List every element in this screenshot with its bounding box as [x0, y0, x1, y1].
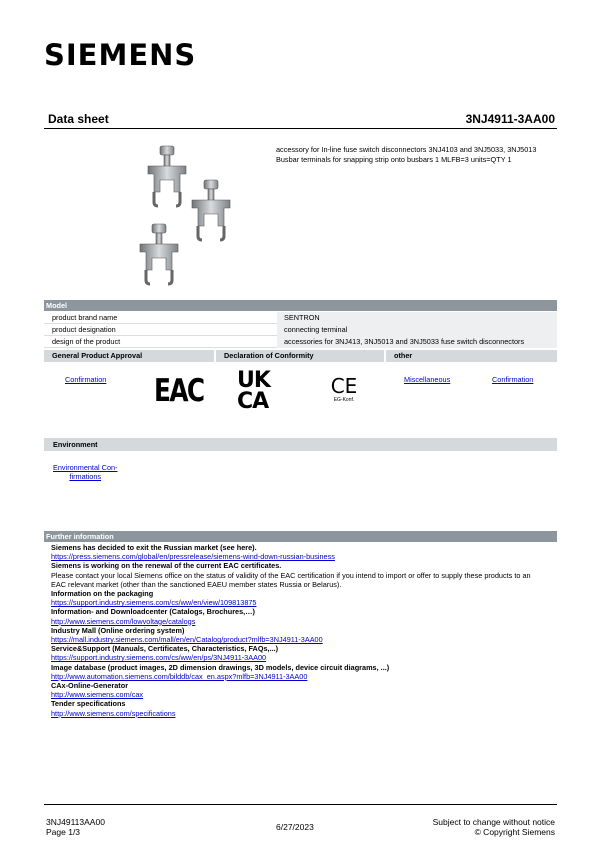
eac-mark: EAC	[154, 373, 204, 409]
link-line: firmations	[69, 472, 102, 481]
ukca-mark	[237, 370, 270, 412]
footer-divider	[44, 804, 557, 805]
info-title: CAx-Online-Generator	[51, 681, 129, 691]
model-section-header: Model	[44, 300, 557, 311]
confirmation-link[interactable]: Confirmation	[492, 375, 534, 384]
header-divider	[44, 128, 557, 129]
environmental-confirmations-link[interactable]	[53, 463, 118, 481]
footer-code: 3NJ49113AA00	[46, 817, 105, 827]
row-value: connecting terminal	[277, 324, 557, 336]
table-row	[44, 336, 557, 348]
info-title: Image database (product images, 2D dimension drawings, 3D models, device circuit diagrams, ...)	[51, 662, 390, 672]
info-link[interactable]: http://www.siemens.com/specifications	[51, 708, 176, 718]
description-line: accessory for In-line fuse switch disconnectors 3NJ4103 and 3NJ5033, 3NJ5013	[276, 145, 537, 154]
further-info-block	[51, 543, 556, 718]
confirmation-link[interactable]: Confirmation	[65, 375, 107, 384]
miscellaneous-link[interactable]: Miscellaneous	[404, 375, 451, 384]
product-image	[128, 140, 248, 290]
info-title: Siemens has decided to exit the Russian market (see here).	[51, 543, 257, 552]
description-line: Busbar terminals for snapping strip onto busbars 1 MLFB=3 units=QTY 1	[276, 154, 512, 164]
clamp-1	[148, 146, 186, 206]
product-code: 3NJ4911-3AA00	[465, 112, 555, 126]
clamp-2	[192, 180, 230, 240]
info-link[interactable]: https://support.industry.siemens.com/cs/ww/en/ps/3NJ4911-3AA00	[51, 653, 267, 663]
clamp-3	[140, 224, 178, 284]
info-title: Information on the packaging	[51, 589, 154, 599]
ce-symbol: CE	[330, 374, 358, 398]
row-key: product designation	[44, 324, 277, 336]
approval-col-general: General Product Approval	[44, 350, 214, 362]
approval-header	[44, 350, 557, 362]
info-link[interactable]: http://www.siemens.com/cax	[51, 690, 144, 700]
table-row	[44, 324, 557, 336]
product-description	[276, 145, 561, 164]
row-value: accessories for 3NJ413, 3NJ5013 and 3NJ5033 fuse switch disconnectors	[277, 336, 557, 348]
environment-section-header: Environment	[44, 438, 557, 451]
info-title: Information- and Downloadcenter (Catalogs, Brochures,…)	[51, 607, 255, 617]
info-link[interactable]: https://support.industry.siemens.com/cs/ww/en/view/109813875	[51, 598, 257, 608]
approval-col-conformity: Declaration of Conformity	[216, 350, 384, 362]
ukca-top: UK	[237, 368, 270, 393]
info-link[interactable]: https://mall.industry.siemens.com/mall/en/en/Catalog/product?mlfb=3NJ4911-3AA00	[51, 635, 323, 645]
info-title: Industry Mall (Online ordering system)	[51, 625, 185, 635]
footer-notice: Subject to change without notice	[432, 817, 555, 827]
row-value: SENTRON	[277, 312, 557, 324]
info-title: Tender specifications	[51, 699, 126, 709]
footer-page: Page 1/3	[46, 827, 81, 837]
info-title: Siemens is working on the renewal of the current EAC certificates.	[51, 561, 282, 571]
link-line: Environmental Con-	[53, 463, 118, 472]
ce-mark	[328, 375, 360, 403]
footer-right	[433, 817, 555, 837]
row-key: design of the product	[44, 336, 277, 348]
footer-copyright: © Copyright Siemens	[474, 827, 555, 837]
footer-left	[46, 817, 105, 837]
info-link[interactable]: https://press.siemens.com/global/en/pressrelease/siemens-wind-down-russian-business	[51, 552, 335, 562]
info-link[interactable]: http://www.automation.siemens.com/bilddb/cax_en.aspx?mlfb=3NJ4911-3AA00	[51, 671, 308, 681]
info-title: Service&Support (Manuals, Certificates, Characteristics, FAQs,...)	[51, 644, 279, 654]
ce-subtitle: EG-Konf.	[333, 397, 355, 403]
ukca-bottom: CA	[237, 389, 269, 414]
info-text: Please contact your local Siemens office on the status of validity of the EAC certification if you intend to import or offer to supply these products to an	[51, 570, 531, 580]
footer-date: 6/27/2023	[276, 822, 314, 832]
further-info-section-header: Further information	[44, 531, 557, 542]
info-text: EAC relevant market (other than the sanctioned EAEU member states Russia or Belarus).	[51, 579, 342, 589]
siemens-logo: SIEMENS	[44, 38, 197, 72]
info-link[interactable]: http://www.siemens.com/lowvoltage/catalogs	[51, 616, 196, 626]
row-key: product brand name	[44, 312, 277, 324]
page-title: Data sheet	[48, 112, 109, 126]
approval-col-other: other	[386, 350, 557, 362]
table-row	[44, 312, 557, 324]
